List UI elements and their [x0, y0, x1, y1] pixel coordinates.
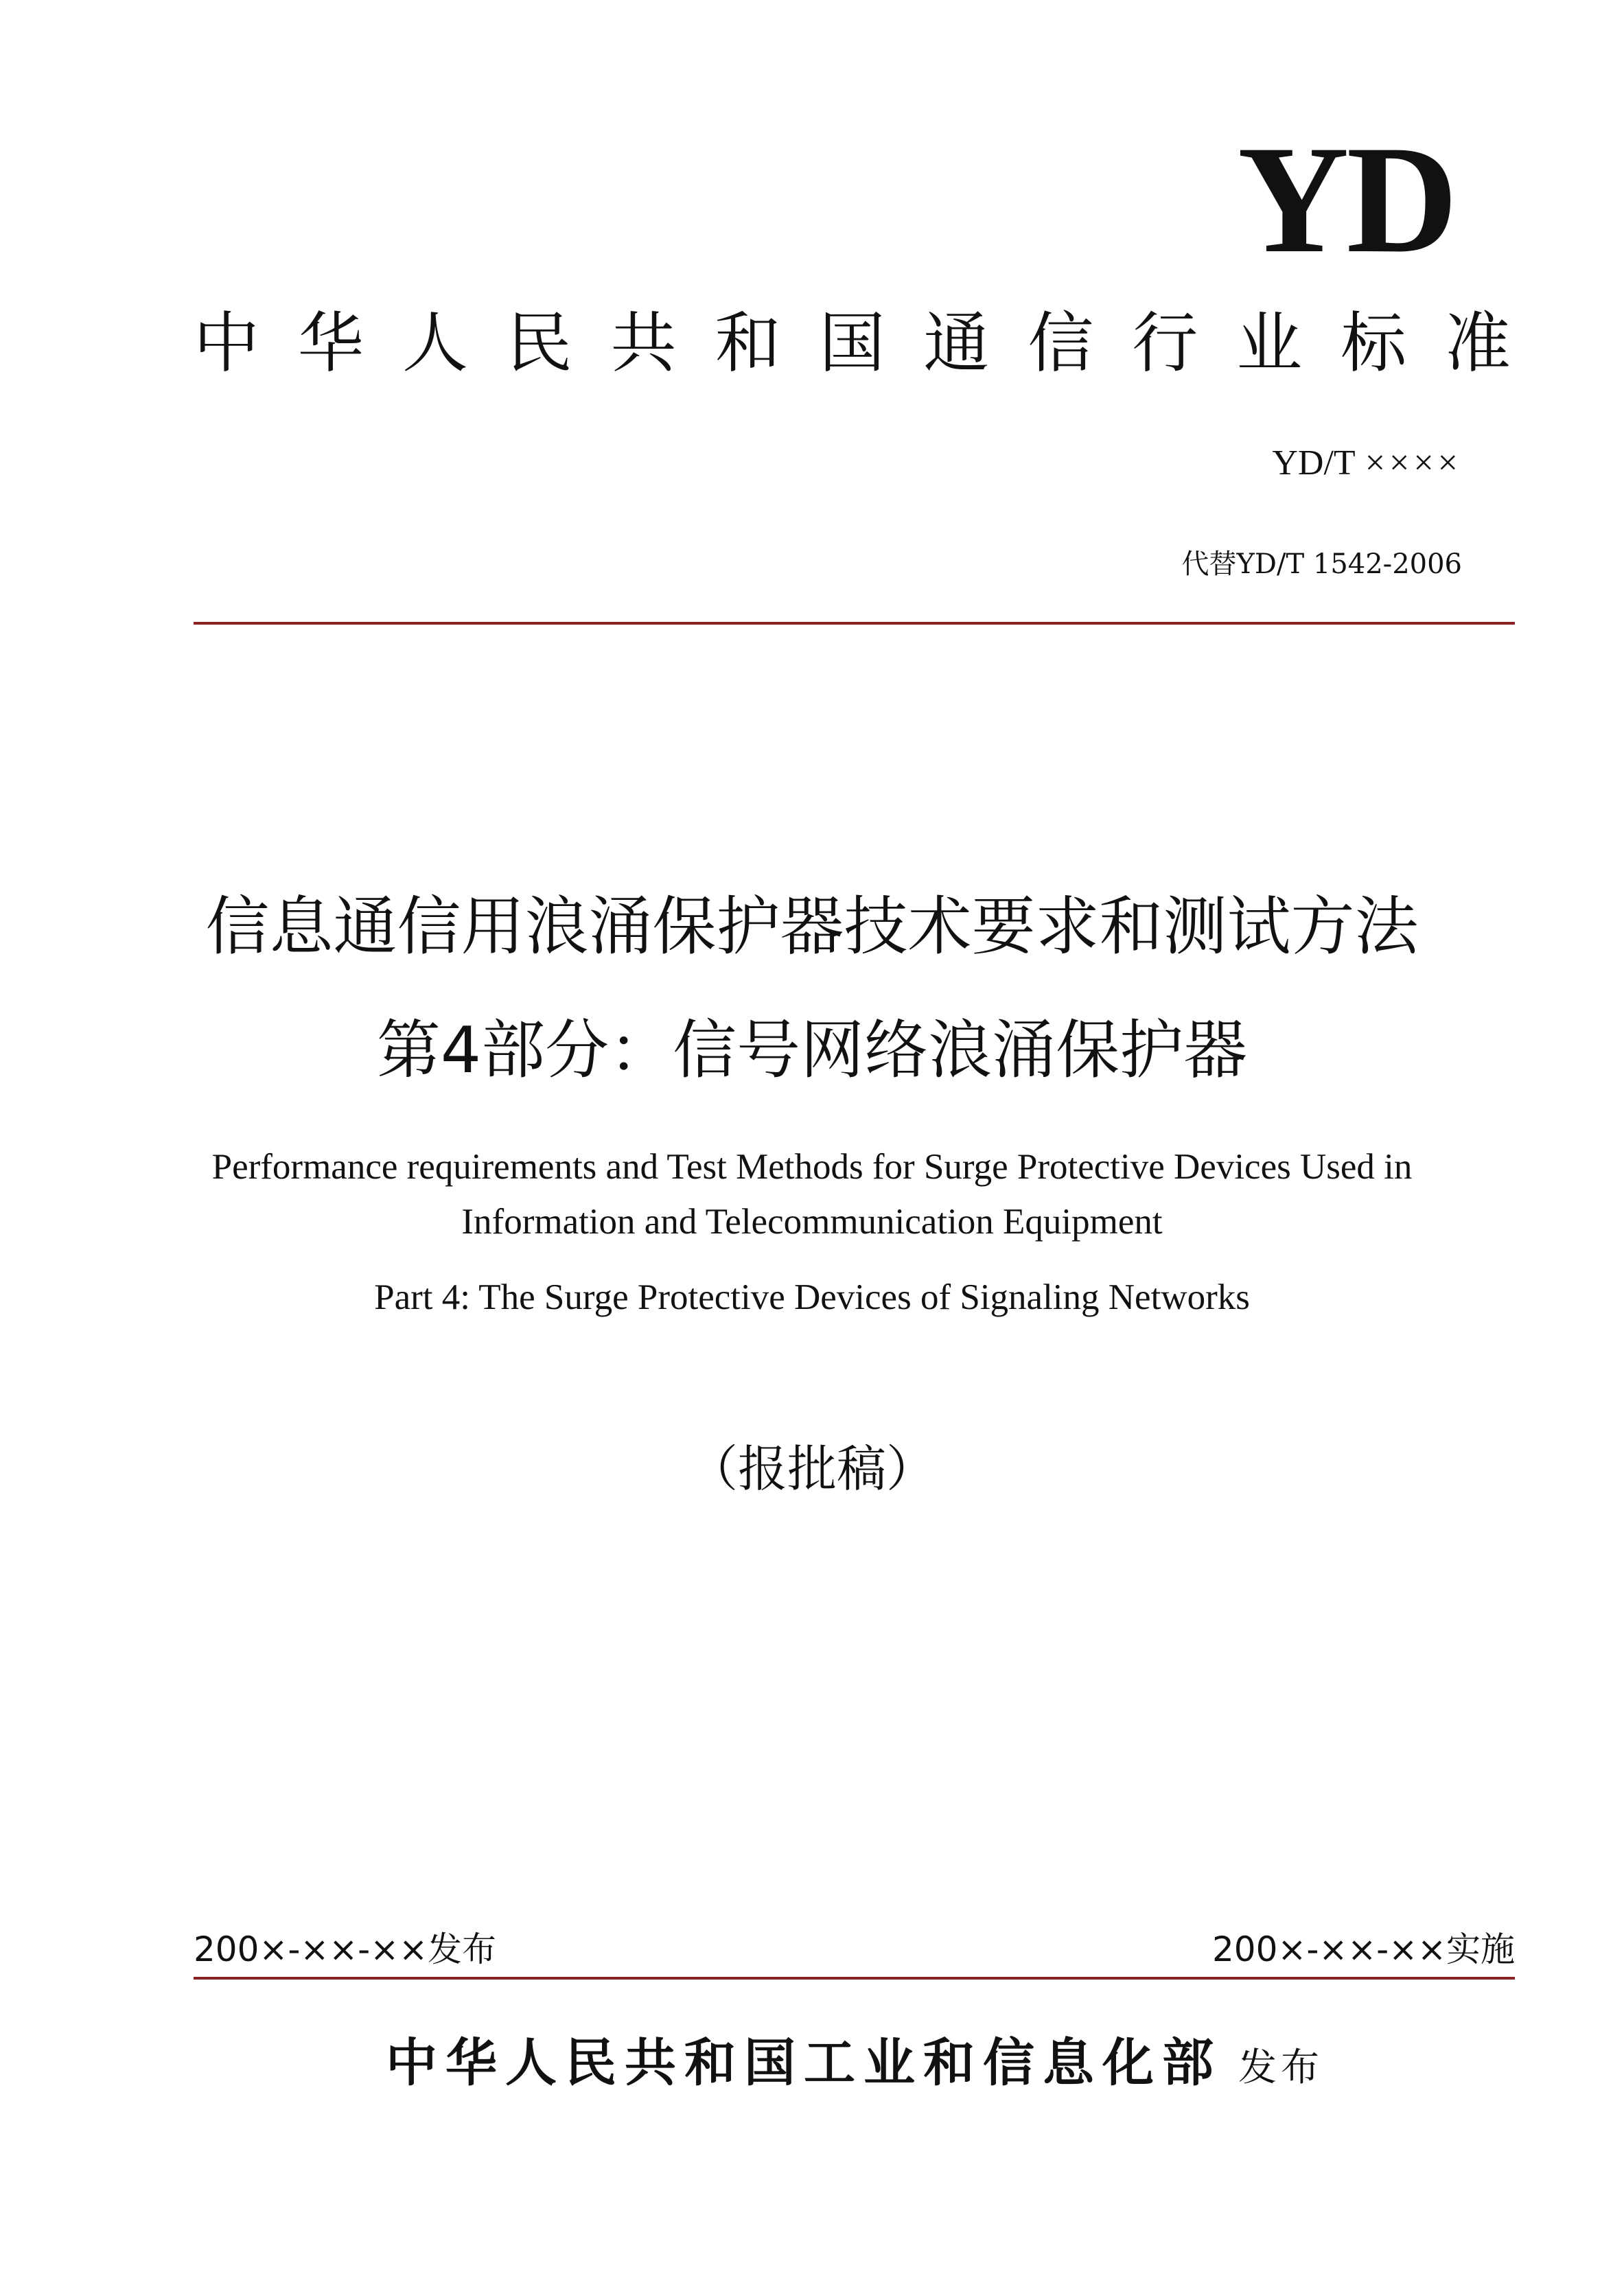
draft-status: （报批稿）: [688, 1440, 936, 1498]
standard-number-prefix: YD/T: [1272, 443, 1356, 483]
standard-number: [1133, 436, 1462, 491]
publisher-suffix: 发布: [1238, 2045, 1323, 2090]
publisher: [288, 2025, 1421, 2100]
yd-logo: YD: [1238, 113, 1455, 285]
issue-date: 200×-××-××发布: [194, 1929, 496, 1969]
title-cn-line1: 信息通信用浪涌保护器技术要求和测试方法: [205, 890, 1419, 964]
bottom-divider: [194, 1977, 1515, 1980]
title-cn-line2: 第4部分：信号网络浪涌保护器: [376, 1013, 1248, 1087]
title-en-line3: Part 4: The Surge Protective Devices of Signaling Networks: [374, 1277, 1250, 1317]
standard-heading: 中华人民共和国通信行业标准: [194, 305, 1515, 382]
title-en-line2: Information and Telecommunication Equipment: [461, 1202, 1163, 1242]
top-divider: [194, 622, 1515, 625]
standard-number-marks: ××××: [1365, 443, 1462, 483]
effective-date: 200×-××-××实施: [1212, 1929, 1515, 1969]
title-en-line1: Performance requirements and Test Methods for Surge Protective Devices Used in: [211, 1147, 1413, 1187]
replaces-standard: 代替YD/T 1542-2006: [1181, 548, 1462, 580]
publisher-name: 中华人民共和国工业和信息化部: [385, 2032, 1222, 2093]
